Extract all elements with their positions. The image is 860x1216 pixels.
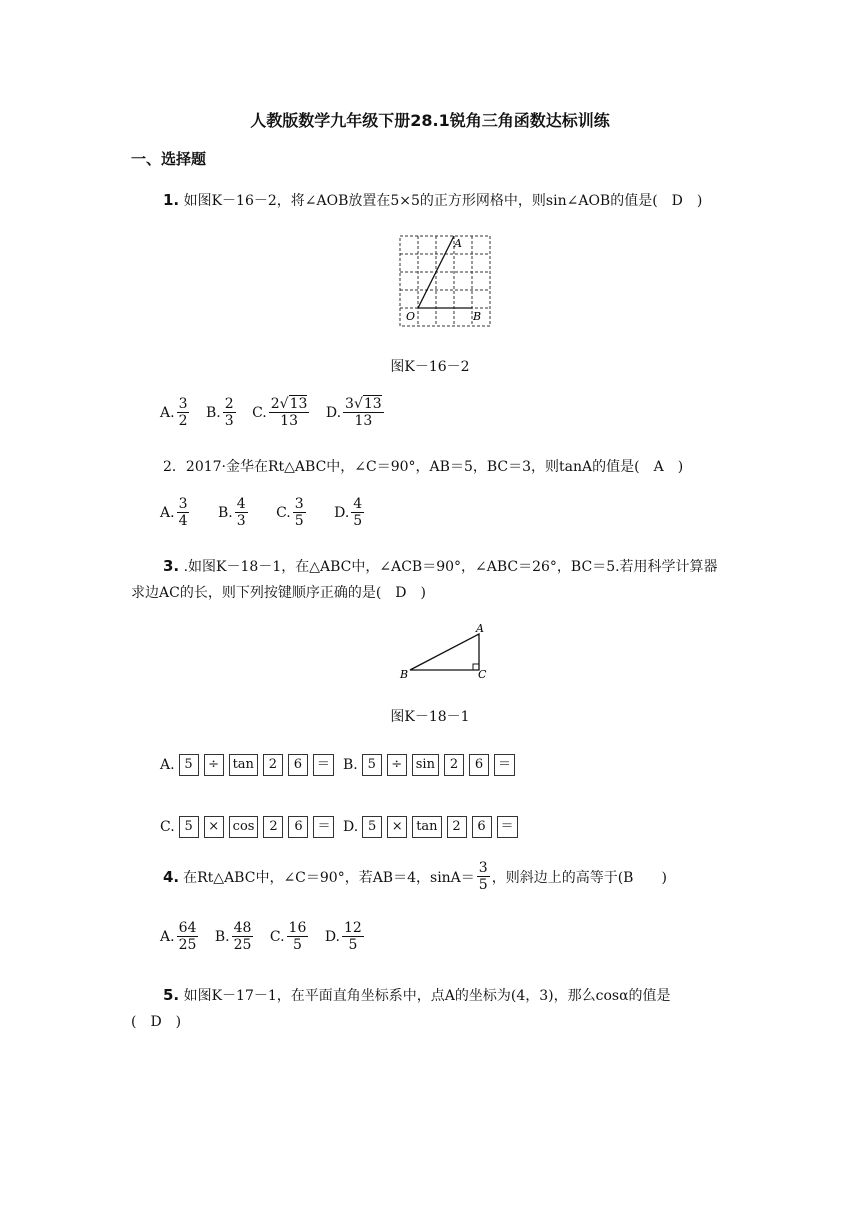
question-number: 5.: [163, 986, 180, 1004]
question-3-line-2: 求边AC的长，则下列按键顺序正确的是( D ): [131, 585, 426, 601]
question-number: 4.: [163, 867, 180, 886]
key: cos: [229, 816, 259, 838]
page-title: 人教版数学九年级下册28.1锐角三角函数达标训练: [250, 111, 610, 130]
q1-options: [160, 396, 396, 429]
key: 5: [362, 816, 382, 838]
key: ÷: [387, 754, 407, 776]
option-c: C. $\frac{16}{5}$: [269, 920, 307, 954]
point-label-a: A: [454, 237, 462, 250]
option-d: D. $\frac{4}{5}$: [334, 496, 363, 530]
point-label-b: B: [400, 668, 409, 681]
q3-option-c: C. 5 × cos 2 6 ＝: [160, 816, 339, 838]
key: 5: [179, 816, 199, 838]
option-b: B. $\frac{4}{3}$: [217, 496, 246, 530]
key: ＝: [313, 754, 334, 776]
q2-options: [160, 496, 376, 529]
option-c: C. $\frac{3}{5}$: [276, 496, 304, 530]
grid-figure-k-16-2: [392, 232, 492, 332]
question-text: 如图K－16－2，将∠AOB放置在5×5的正方形网格中，则sin∠AOB的值是( D ): [183, 193, 703, 209]
figure-caption: 图K－16－2: [390, 359, 470, 375]
point-label-a: A: [476, 622, 484, 635]
question-text-end: ，则斜边上的高等于(B ): [491, 869, 667, 886]
key: ＝: [494, 754, 515, 776]
question-3-line-1: [163, 556, 718, 576]
key: sin: [412, 754, 439, 776]
section-heading: 一、选择题: [131, 150, 207, 168]
option-b: B. $\frac{48}{25}$: [214, 920, 252, 954]
key: 2: [263, 754, 283, 776]
key: ＝: [497, 816, 518, 838]
key: 6: [288, 754, 308, 776]
option-a: A. $\frac{64}{25}$: [160, 920, 197, 954]
inline-fraction: $\frac{3}{5}$: [478, 860, 488, 894]
key: 5: [179, 754, 199, 776]
q3-option-a: A. 5 ÷ tan 2 6 ＝: [160, 754, 339, 776]
key: tan: [229, 754, 258, 776]
triangle-figure-k-18-1: [396, 620, 496, 684]
option-c: C. $\frac{2√13}{13}$: [252, 396, 308, 430]
key: ×: [204, 816, 224, 838]
question-5-line-2: ( D ): [131, 1014, 182, 1030]
key: ＝: [313, 816, 334, 838]
option-b: B. $\frac{2}{3}$: [205, 396, 234, 430]
question-5-line-1: [163, 985, 671, 1005]
question-2: 2．2017·金华在Rt△ABC中，∠C＝90°，AB＝5，BC＝3，则tanA的值是( A ): [163, 459, 684, 475]
question-1: [163, 190, 702, 210]
key: 2: [444, 754, 464, 776]
q3-option-b: B. 5 ÷ sin 2 6 ＝: [343, 754, 520, 776]
question-number: 1.: [163, 191, 180, 209]
option-a: A. $\frac{3}{2}$: [160, 396, 188, 430]
point-label-o: O: [406, 310, 416, 323]
option-d: D. $\frac{12}{5}$: [324, 920, 362, 954]
key: ×: [387, 816, 407, 838]
key: ÷: [204, 754, 224, 776]
question-text: 在Rt△ABC中，∠C＝90°，若AB＝4，sinA＝: [183, 869, 475, 886]
key: 6: [288, 816, 308, 838]
question-text: .如图K－18－1，在△ABC中，∠ACB＝90°，∠ABC＝26°，BC＝5.若用科学计算器: [183, 559, 718, 575]
question-4: [163, 860, 667, 893]
point-label-c: C: [478, 668, 487, 681]
key: 6: [469, 754, 489, 776]
key: 5: [362, 754, 382, 776]
question-text: 如图K－17－1，在平面直角坐标系中，点A的坐标为(4，3)，那么cosα的值是: [183, 988, 671, 1004]
key: 2: [447, 816, 467, 838]
key: 6: [472, 816, 492, 838]
q4-options: [160, 920, 376, 953]
option-a: A. $\frac{3}{4}$: [160, 496, 188, 530]
key: 2: [263, 816, 283, 838]
question-number: 3.: [163, 557, 180, 575]
q3-option-d: D. 5 × tan 2 6 ＝: [343, 816, 523, 838]
point-label-b: B: [473, 310, 482, 323]
key: tan: [412, 816, 441, 838]
figure-caption: 图K－18－1: [390, 709, 470, 725]
option-d: D. $\frac{3√13}{13}$: [325, 396, 382, 430]
